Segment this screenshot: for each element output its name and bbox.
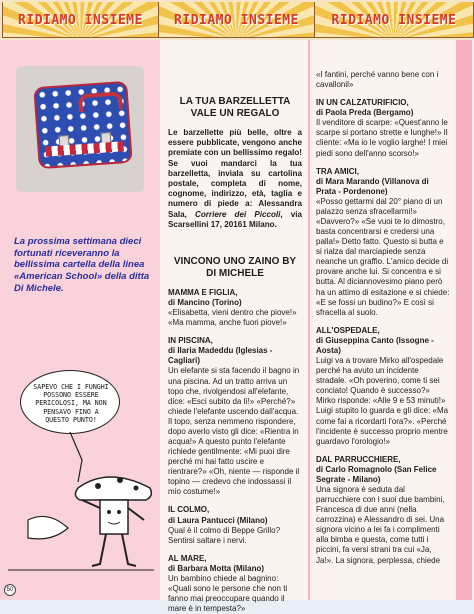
story-item — [316, 326, 450, 447]
intro-text: Le barzellette più belle, oltre a essere pubblicate, vengono anche premiate con un bellissimo regalo! Se vuoi mandarci la tua barzelletta, inviala su cartolina postale, completa di nome, cognome, indirizzo, età, taglia e numero di piede a: Alessandra Sala, — [168, 128, 302, 219]
story-author: di Giuseppina Canto (Issogne - Aosta) — [316, 335, 434, 355]
prize-heading: VINCONO UNO ZAINO BY DI MICHELE — [173, 255, 297, 279]
story-title: IN UN CALZATURIFICIO, — [316, 98, 409, 108]
story-text: Qual è il colmo di Beppe Grillo? Sentirsi saltare i nervi. — [168, 525, 281, 545]
story-author: di Paola Preda (Bergamo) — [316, 108, 414, 118]
header-title: RIDIAMO INSIEME — [18, 13, 143, 28]
page-header — [0, 0, 472, 40]
story-author: di Mara Marando (Villanova di Prata - Pordenone) — [316, 176, 429, 196]
story-item — [316, 98, 450, 158]
story-item — [168, 505, 302, 545]
story-item — [316, 455, 450, 566]
story-title: DAL PARRUCCHIERE, — [316, 454, 401, 464]
story-item — [168, 336, 302, 497]
story-text: Un elefante si sta facendo il bagno in una piscina. Ad un tratto arriva un topo che, rivolgendosi all'elefante, dice: «Esci subito da lì!» «Perché?» chiede l'elefante uscendo dall'acqua. Il topo, senza nemmeno rispondere, dopo averlo visto gli dice: «Rientra in acqua!» A questo punto l'elefante richiede gentilmente: «Mi puoi dire perché mi hai fatto uscire e rientrare?» «Oh, niente — risponde il topino — credevo che indossassi il mio costume!» — [168, 366, 300, 497]
section-heading: LA TUA BARZELLETTA VALE UN REGALO — [179, 96, 291, 119]
header-title: RIDIAMO INSIEME — [174, 13, 299, 28]
story-text: «Elisabetta, vieni dentro che piove!» «Ma mamma, anche fuori piove!» — [168, 308, 297, 328]
backpack-photo — [16, 66, 144, 192]
story-title: TRA AMICI, — [316, 166, 359, 176]
story-text: Luigi va a trovare Mirko all'ospedale perché ha avuto un incidente stradale. «Oh poverino, come ti sei conciato! Quando è successo?» Mirko risponde: «Alle 9 e 53 minuti!» Luigi stupito lo guarda e gli dice: «Ma come fai a ricordarti l'ora?». «Perché l'incidente è successo proprio mentre guardavo l'orologio!» — [316, 356, 449, 446]
header-tab — [314, 2, 474, 38]
intro-text: , via Scarsellini 17, 20161 Milano. — [168, 209, 302, 229]
story-author: di Barbara Motta (Milano) — [168, 563, 265, 573]
header-title: RIDIAMO INSIEME — [331, 13, 457, 28]
speech-bubble: SAPEVO CHE I FUNGHI POSSONO ESSERE PERICOLOSI, MA NON PENSAVO FINO A QUESTO PUNTO! — [20, 370, 120, 434]
header-tab — [2, 2, 159, 38]
backpack-strap — [45, 141, 124, 156]
story-item — [168, 288, 302, 328]
story-list — [168, 288, 302, 614]
story-title: IL COLMO, — [168, 505, 210, 515]
story-author: di Laura Pantucci (Milano) — [168, 515, 268, 525]
magazine-name: Corriere dei Piccoli — [194, 209, 281, 219]
intro-paragraph — [168, 128, 302, 230]
story-text: Un bambino chiede al bagnino: «Quali sono le persone che non ti fanno mai preoccupare quando il mare è in tempesta?» — [168, 573, 288, 614]
story-item — [316, 167, 450, 318]
column-middle — [168, 96, 302, 614]
story-item — [168, 554, 302, 614]
story-text: «Posso gettarmi dal 20° piano di un palazzo senza sfracellarmi!» «Davvero?» «Se vuoi te lo dimostro, basta concentrarsi e credersi una palla!» Detto fatto. Questo si butta e si rialza dal marciapiede senza neanche un graffio. L'amico decide di provare anche lui. Si concentra e si butta. Al diciannovesimo piano però ha un attimo di esitazione e si chiede: «E se fossi un budino?» E così si sfracella al suolo. — [316, 196, 450, 317]
promo-text: La prossima settimana dieci fortunati riceveranno la bellissima cartella della linea «American School» della ditta Di Michele. — [14, 236, 150, 294]
story-text: «I fantini, perché vanno bene con i cavallonil» — [316, 70, 439, 90]
story-title: IN PISCINA, — [168, 336, 213, 346]
backpack-image — [33, 81, 132, 169]
backpack-handle — [78, 91, 123, 112]
story-text: Il venditore di scarpe: «Quest'anno le scarpe si portano strette e lunghe!» Il cliente: «Ma io le voglio larghe! I miei piedi sono dell'anno scorso!» — [316, 118, 448, 158]
story-list — [316, 98, 450, 565]
mushroom-cartoon — [8, 360, 154, 588]
page-number: 50 — [4, 584, 16, 596]
story-author: di Carlo Romagnolo (San Felice Segrate - Milano) — [316, 464, 437, 484]
story-title: AL MARE, — [168, 553, 207, 563]
story-title: ALL'OSPEDALE, — [316, 325, 380, 335]
header-tab — [158, 2, 315, 38]
story-title: MAMMA E FIGLIA, — [168, 287, 238, 297]
story-text: Una signora è seduta dal parrucchiere con i suoi due bambini, Francesca di due anni (nella carrozzina) e Alessandro di sei. Una signora vicino a lei fa i complimenti alla bimba e questa, come tutti i piccini, fa versi strani tra cui «Ja, Ja!». La signora, perplessa, chiede — [316, 484, 445, 565]
column-right — [316, 70, 450, 566]
story-author: di Ilaria Madeddu (Iglesias - Cagliari) — [168, 346, 273, 366]
story-author: di Mancino (Torino) — [168, 297, 242, 307]
cartoon-drawing — [8, 360, 154, 588]
